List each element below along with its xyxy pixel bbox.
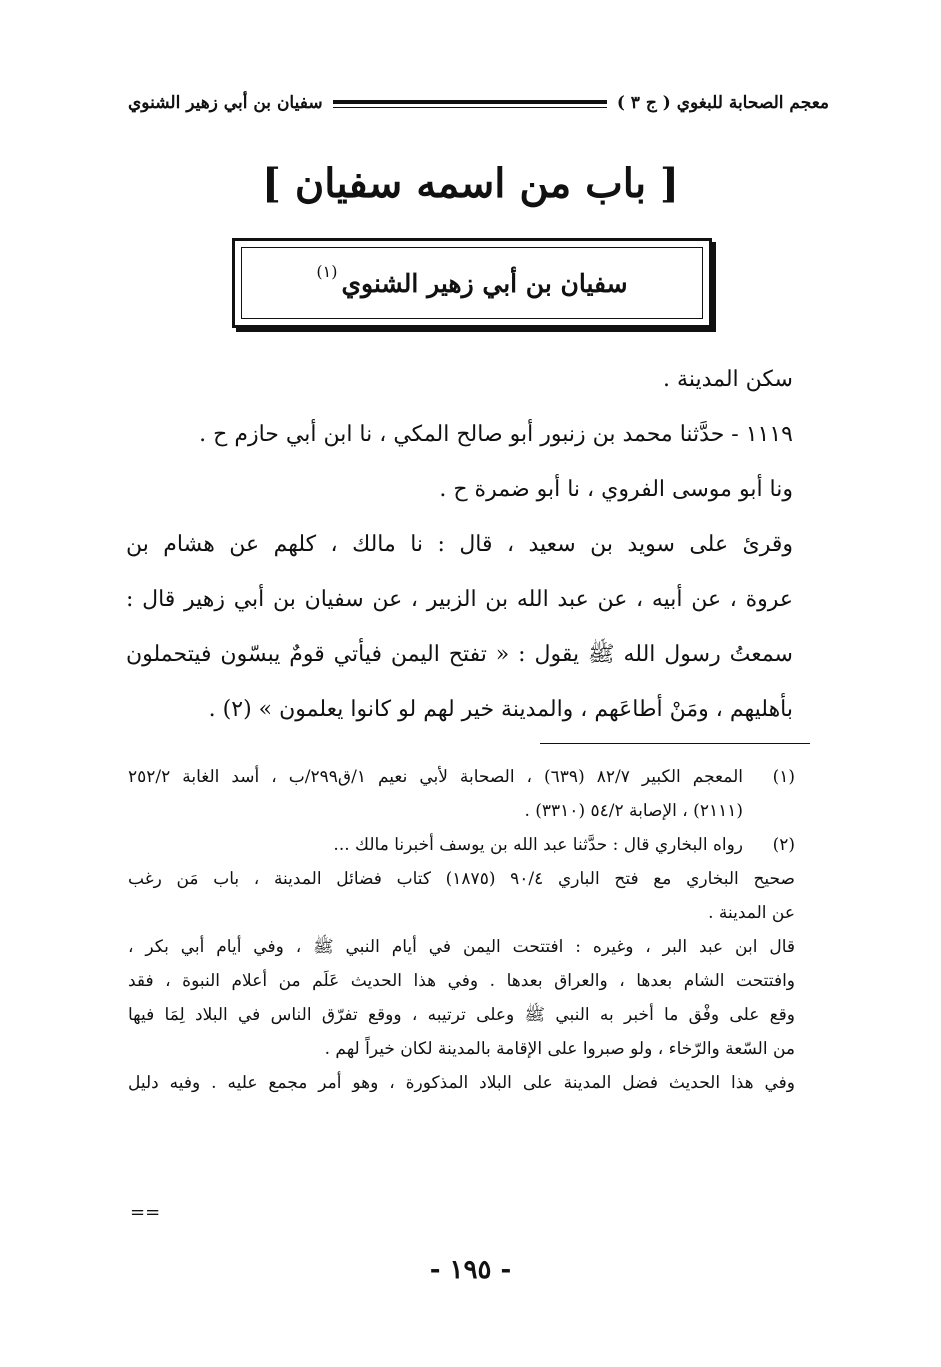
footnote-line: (٢١١١) ، الإصابة ٥٤/٢ (٣٣١٠) .: [524, 801, 743, 821]
footnote-line: المعجم الكبير ٨٢/٧ (٦٣٩) ، الصحابة لأبي نعيم ١/ق٢٩٩/ب ، أسد الغابة ٢٥٢/٢: [128, 767, 743, 787]
body-line: سكن المدينة .: [663, 367, 793, 392]
header-entry-title: سفيان بن أبي زهير الشنوي: [128, 93, 323, 113]
footnote-2: [128, 828, 795, 862]
entry-note-ref: (١): [316, 261, 338, 281]
footnote-2-continuation: [128, 862, 795, 1100]
footnote-body: [128, 760, 743, 828]
entry-name: سفيان بن أبي زهير الشنوي: [341, 268, 628, 298]
header-rule: [333, 100, 607, 108]
footnote-line: عن المدينة .: [708, 903, 795, 923]
body-line: عروة ، عن أبيه ، عن عبد الله بن الزبير ، عن سفيان بن أبي زهير قال :: [126, 587, 793, 612]
body-line: ونا أبو موسى الفروي ، نا أبو ضمرة ح .: [439, 477, 793, 502]
body-line: بأهليهم ، ومَنْ أطاعَهم ، والمدينة خير لهم لو كانوا يعلمون » (٢) .: [208, 697, 793, 722]
body-line: سمعتُ رسول الله ﷺ يقول : « تفتح اليمن فيأتي قومٌ يبسّون فيتحملون: [126, 642, 793, 667]
page-number: - ١٩٥ -: [429, 1255, 512, 1285]
footnote-separator: [540, 743, 810, 744]
main-text: [126, 352, 793, 737]
footnotes: [128, 760, 795, 1100]
footnote-line: وقع على وفْق ما أخبر به النبي ﷺ وعلى ترتيبه ، ووقع تفرّق الناس في البلاد لِمَا فيها: [128, 1005, 795, 1025]
header-book-title: معجم الصحابة للبغوي ( ج ٣ ): [616, 93, 829, 113]
footnote-line: صحيح البخاري مع فتح الباري ٩٠/٤ (١٨٧٥) كتاب فضائل المدينة ، باب مَن رغب: [128, 869, 795, 889]
footnote-body: [128, 828, 743, 862]
entry-name-frame: [241, 247, 703, 319]
footnote-line: من السّعة والرّخاء ، ولو صبروا على الإقامة بالمدينة لكان خيراً لهم .: [324, 1039, 795, 1059]
chapter-heading: [ باب من اسمه سفيان ]: [262, 160, 679, 207]
footnote-number: (١): [772, 767, 795, 787]
body-line: وقرئ على سويد بن سعيد ، قال : نا مالك ، كلهم عن هشام بن: [126, 532, 793, 557]
footnote-line: وافتتحت الشام بعدها ، والعراق بعدها . وفي هذا الحديث عَلَم من أعلام النبوة ، فقد: [128, 971, 795, 991]
footnote-number: (٢): [772, 835, 795, 855]
footnote-line: قال ابن عبد البر ، وغيره : افتتحت اليمن في أيام النبي ﷺ ، وفي أيام أبي بكر ،: [128, 937, 795, 957]
entry-name-box: [232, 238, 712, 328]
footnote-line: رواه البخاري قال : حدَّثنا عبد الله بن يوسف أخبرنا مالك ...: [333, 835, 743, 855]
footnote-1: [128, 760, 795, 828]
running-header: [128, 88, 829, 118]
footnote-line: وفي هذا الحديث فضل المدينة على البلاد المذكورة ، وهو أمر مجمع عليه . وفيه دليل: [128, 1073, 795, 1093]
continuation-mark: ==: [130, 1202, 161, 1223]
body-line: ١١١٩ - حدَّثنا محمد بن زنبور أبو صالح المكي ، نا ابن أبي حازم ح .: [199, 422, 793, 447]
